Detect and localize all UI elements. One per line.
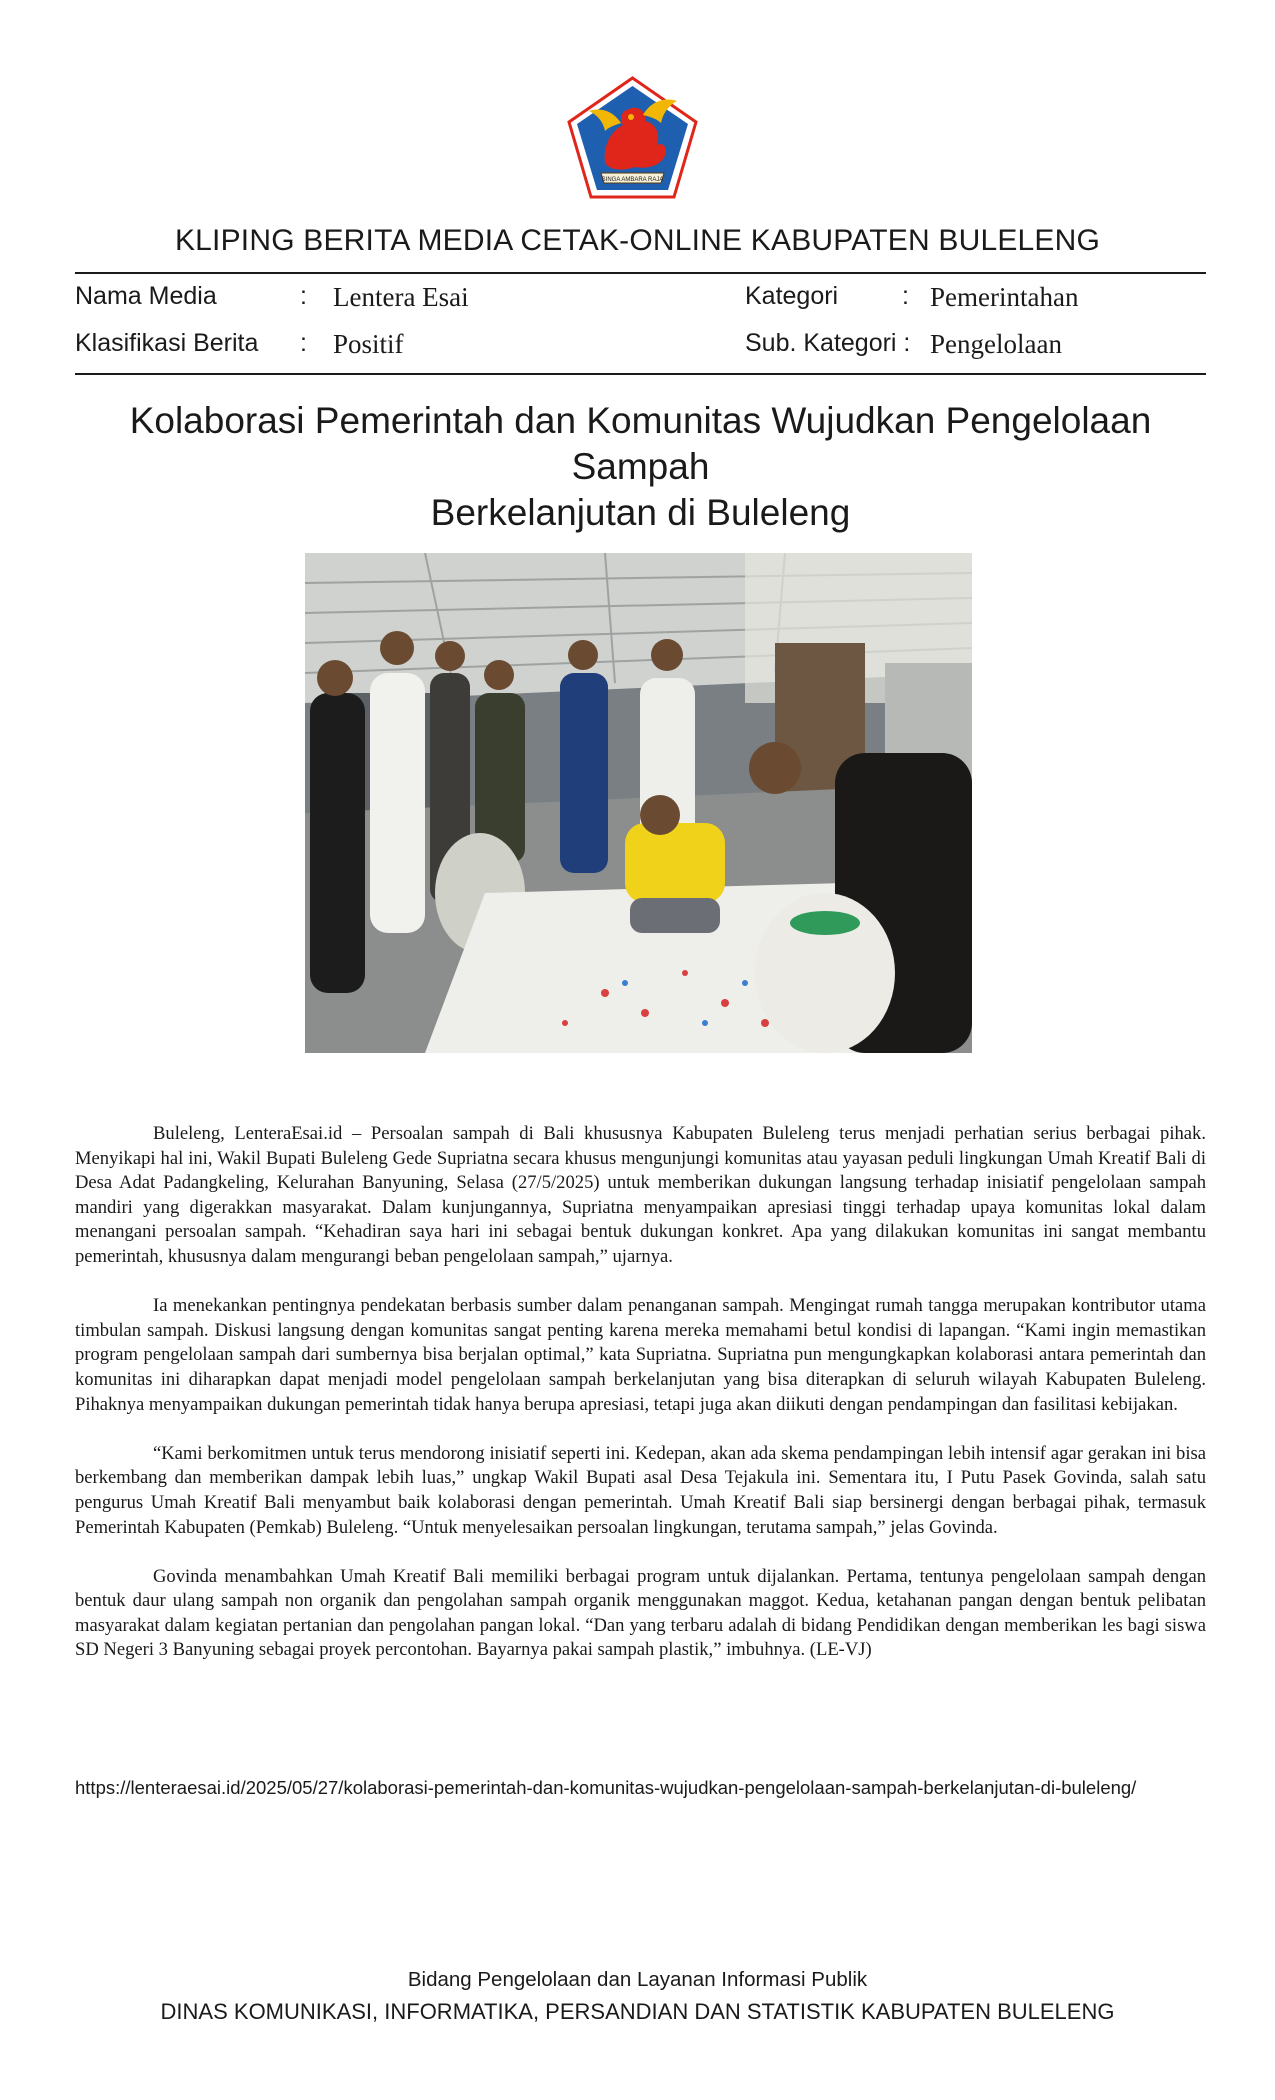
article-title-line-2: Berkelanjutan di Buleleng	[430, 492, 851, 533]
article-paragraph-1: Buleleng, LenteraEsai.id – Persoalan sampah di Bali khususnya Kabupaten Buleleng terus menjadi perhatian serius berbagai pihak. Menyikapi hal ini, Wakil Bupati Buleleng Gede Supriatna secara khusus mengunjungi komunitas atau yayasan peduli lingkungan Umah Kreatif Bali di Desa Adat Padangkeling, Kelurahan Banyuning, Selasa (27/5/2025) untuk memberikan dukungan langsung terhadap inisiatif pengelolaan sampah mandiri yang digerakkan masyarakat. Dalam kunjungannya, Supriatna menyampaikan apresiasi tinggi terhadap upaya komunitas lokal dalam menangani persoalan sampah. “Kehadiran saya hari ini sebagai bentuk dukungan konkret. Apa yang dilakukan komunitas ini sangat membantu pemerintah, khususnya dalam mengurangi beban pengelolaan sampah,” ujarnya.	[75, 1123, 1206, 1267]
article-paragraph-2: Ia menekankan pentingnya pendekatan berbasis sumber dalam penanganan sampah. Mengingat rumah tangga merupakan kontributor utama timbulan sampah. Diskusi langsung dengan komunitas sangat penting karena mereka memahami betul kondisi di lapangan. “Kami ingin memastikan program pengelolaan sampah dari sumbernya bisa berjalan optimal,” kata Supriatna. Supriatna pun mengungkapkan kolaborasi antara pemerintah dan komunitas ini diharapkan dapat menjadi model pengelolaan sampah berkelanjutan yang bisa diterapkan di seluruh wilayah Kabupaten Buleleng. Pihaknya menyampaikan dukungan pemerintah tidak hanya berupa apresiasi, tetapi juga akan diikuti dengan pendampingan dan fasilitasi kebijakan.	[75, 1295, 1206, 1415]
subcategory-value: Pengelolaan	[930, 329, 1062, 359]
footer-agency: DINAS KOMUNIKASI, INFORMATIKA, PERSANDIAN DAN STATISTIK KABUPATEN BULELENG	[160, 1999, 1115, 2024]
header-divider-top	[75, 272, 1206, 274]
media-name-label: Nama Media	[75, 282, 217, 310]
article-source-url: https://lenteraesai.id/2025/05/27/kolaborasi-pemerintah-dan-komunitas-wujudkan-pengelolaan-sampah-berkelanjutan-di-buleleng/	[75, 1777, 1137, 1798]
news-classification-colon: :	[300, 329, 307, 357]
media-name-value: Lentera Esai	[333, 282, 469, 312]
article-title-line-1: Kolaborasi Pemerintah dan Komunitas Wujudkan Pengelolaan Sampah	[129, 400, 1152, 487]
svg-text:SINGA AMBARA RAJA: SINGA AMBARA RAJA	[601, 177, 664, 183]
category-value: Pemerintahan	[930, 282, 1079, 312]
article-title	[75, 398, 1206, 536]
subcategory-label: Sub. Kategori :	[745, 329, 911, 357]
article-photo	[305, 553, 972, 1053]
news-classification-value: Positif	[333, 329, 404, 359]
article-paragraph-4: Govinda menambahkan Umah Kreatif Bali memiliki berbagai program untuk dijalankan. Pertama, tentunya pengelolaan sampah dengan bentuk daur ulang sampah non organik dan pengolahan sampah organik menggunakan maggot. Kedua, ketahanan pangan dengan bentuk pelibatan masyarakat dalam kegiatan pertanian dan pengolahan pangan lokal. “Dan yang terbaru adalah di bidang Pendidikan dengan memberikan les bagi siswa SD Negeri 3 Banyuning sebagai proyek percontohan. Bayarnya pakai sampah plastik,” imbuhnya. (LE-VJ)	[75, 1565, 1206, 1661]
news-classification-label: Klasifikasi Berita	[75, 329, 259, 357]
category-colon: :	[902, 282, 909, 310]
header-divider-bottom	[75, 373, 1206, 375]
category-label: Kategori	[745, 282, 839, 310]
footer-division: Bidang Pengelolaan dan Layanan Informasi Publik	[407, 1968, 868, 1991]
article-paragraph-3: “Kami berkomitmen untuk terus mendorong inisiatif seperti ini. Kedepan, akan ada skema pendampingan lebih intensif agar gerakan ini bisa berkembang dan memberikan dampak lebih luas,” ungkap Wakil Bupati asal Desa Tejakula ini. Sementara itu, I Putu Pasek Govinda, salah satu pengurus Umah Kreatif Bali menyambut baik kolaborasi dengan pemerintah. Umah Kreatif Bali siap bersinergi dengan berbagai pihak, termasuk Pemerintah Kabupaten (Pemkab) Buleleng. “Untuk menyelesaikan persoalan lingkungan, terutama sampah,” jelas Govinda.	[75, 1442, 1206, 1538]
media-name-colon: :	[300, 282, 307, 310]
buleleng-regency-logo	[565, 75, 700, 200]
article-body	[75, 1122, 1206, 1688]
clipping-header-title: KLIPING BERITA MEDIA CETAK-ONLINE KABUPATEN BULELENG	[174, 224, 1101, 257]
